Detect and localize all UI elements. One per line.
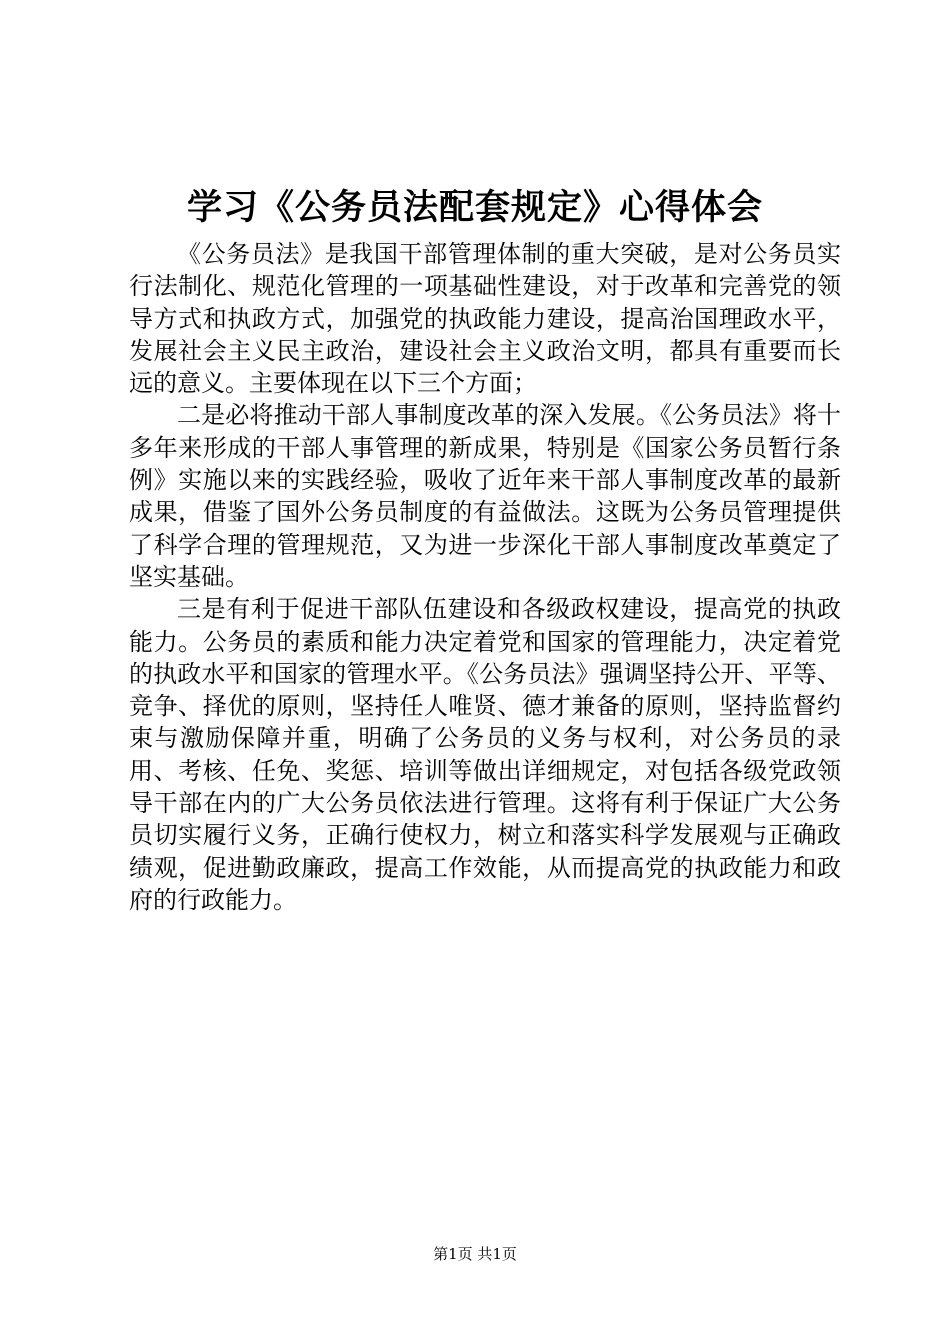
document-body bbox=[129, 238, 841, 916]
page-title: 学习《公务员法配套规定》心得体会 bbox=[186, 188, 763, 228]
page-footer: 第1页 共1页 bbox=[433, 1245, 517, 1263]
paragraph-point-three: 三是有利于促进干部队伍建设和各级政权建设，提高党的执政能力。公务员的素质和能力决定着党和国家的管理能力，决定着党的执政水平和国家的管理水平。《公务员法》强调坚持公开、平等、竞争、择优的原则，坚持任人唯贤、德才兼备的原则，坚持监督约束与激励保障并重，明确了公务员的义务与权利，对公务员的录用、考核、任免、奖惩、培训等做出详细规定，对包括各级党政领导干部在内的广大公务员依法进行管理。这将有利于保证广大公务员切实履行义务，正确行使权力，树立和落实科学发展观与正确政绩观，促进勤政廉政，提高工作效能，从而提高党的执政能力和政府的行政能力。 bbox=[129, 595, 841, 914]
paragraph-point-two: 二是必将推动干部人事制度改革的深入发展。《公务员法》将十多年来形成的干部人事管理的新成果，特别是《国家公务员暂行条例》实施以来的实践经验，吸收了近年来干部人事制度改革的最新成果，借鉴了国外公务员制度的有益做法。这既为公务员管理提供了科学合理的管理规范，又为进一步深化干部人事制度改革奠定了坚实基础。 bbox=[129, 401, 841, 591]
paragraph-intro: 《公务员法》是我国干部管理体制的重大突破，是对公务员实行法制化、规范化管理的一项基础性建设，对于改革和完善党的领导方式和执政方式，加强党的执政能力建设，提高治国理政水平，发展社会主义民主政治，建设社会主义政治文明，都具有重要而长远的意义。主要体现在以下三个方面； bbox=[129, 240, 841, 398]
